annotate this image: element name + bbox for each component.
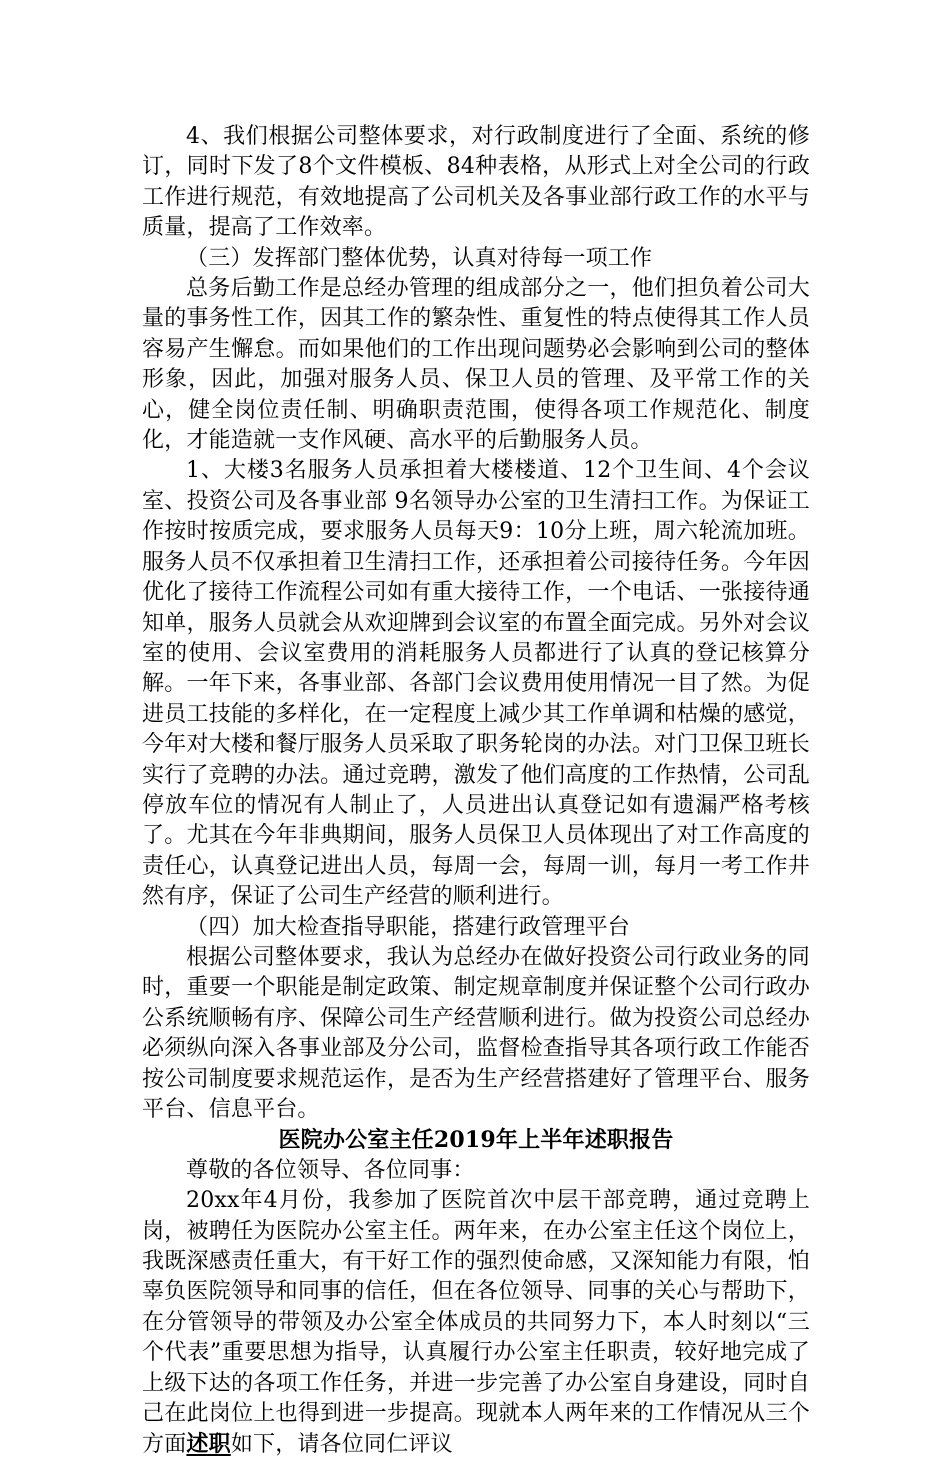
report-title: 医院办公室主任2019年上半年述职报告: [278, 1127, 674, 1154]
paragraph-admin-system: 4、我们根据公司整体要求，对行政制度进行了全面、系统的修订，同时下发了8个文件模板、84种表格，从形式上对全公司的行政工作进行规范，有效地提高了公司机关及各事业部行政工作的水平与质量，提高了工作效率。: [142, 124, 810, 241]
paragraph-logistics: 总务后勤工作是总经办管理的组成部分之一，他们担负着公司大量的事务性工作，因其工作的繁杂性、重复性的特点使得其工作人员容易产生懈怠。而如果他们的工作出现问题势必会影响到公司的整体形象，因此，加强对服务人员、保卫人员的管理、及平常工作的关心，健全岗位责任制、明确职责范围，使得各项工作规范化、制度化，才能造就一支作风硬、高水平的后勤服务人员。: [142, 276, 810, 454]
section-heading-four: （四）加大检查指导职能，搭建行政管理平台: [186, 914, 631, 940]
paragraph-report-intro: [142, 1186, 810, 1461]
report-intro-tail: 如下，请各位同仁评议: [230, 1432, 453, 1458]
report-link-word[interactable]: 述职: [186, 1431, 231, 1458]
document-page: [142, 122, 810, 1461]
greeting: 尊敬的各位领导、各位同事：: [186, 1157, 475, 1183]
report-intro-text: 20xx年4月份，我参加了医院首次中层干部竞聘，通过竞聘上岗，被聘任为医院办公室主任。两年来，在办公室主任这个岗位上，我既深感责任重大，有干好工作的强烈使命感，又深知能力有限，怕辜负医院领导和同事的信任，但在各位领导、同事的关心与帮助下，在分管领导的带领及办公室全体成员的共同努力下，本人时刻以“三个代表”重要思想为指导，认真履行办公室主任职责，较好地完成了上级下达的各项工作任务，并进一步完善了办公室自身建设，同时自己在此岗位上也得到进一步提高。现就本人两年来的工作情况从三个方面: [142, 1188, 810, 1458]
paragraph-management-platform: 根据公司整体要求，我认为总经办在做好投资公司行政业务的同时，重要一个职能是制定政策、制定规章制度并保证整个公司行政办公系统顺畅有序、保障公司生产经营顺利进行。做为投资公司总经办必须纵向深入各事业部及分公司，监督检查指导其各项行政工作能否按公司制度要求规范运作，是否为生产经营搭建好了管理平台、服务平台、信息平台。: [142, 944, 810, 1122]
paragraph-service-staff: 1、大楼3名服务人员承担着大楼楼道、12个卫生间、4个会议室、投资公司及各事业部 9名领导办公室的卫生清扫工作。为保证工作按时按质完成，要求服务人员每天9：10分上班，周六轮流加班。服务人员不仅承担着卫生清扫工作，还承担着公司接待任务。今年因优化了接待工作流程公司如有重大接待工作，一个电话、一张接待通知单，服务人员就会从欢迎牌到会议室的布置全面完成。另外对会议室的使用、会议室费用的消耗服务人员都进行了认真的登记核算分解。一年下来，各事业部、各部门会议费用使用情况一目了然。为促进员工技能的多样化，在一定程度上减少其工作单调和枯燥的感觉，今年对大楼和餐厅服务人员采取了职务轮岗的办法。对门卫保卫班长实行了竞聘的办法。通过竞聘，激发了他们高度的工作热情，公司乱停放车位的情况有人制止了，人员进出认真登记如有遗漏严格考核了。尤其在今年非典期间，服务人员保卫人员体现出了对工作高度的责任心，认真登记进出人员，每周一会，每周一训，每月一考工作井然有序，保证了公司生产经营的顺利进行。: [142, 458, 810, 910]
section-heading-three: （三）发挥部门整体优势，认真对待每一项工作: [186, 245, 653, 271]
